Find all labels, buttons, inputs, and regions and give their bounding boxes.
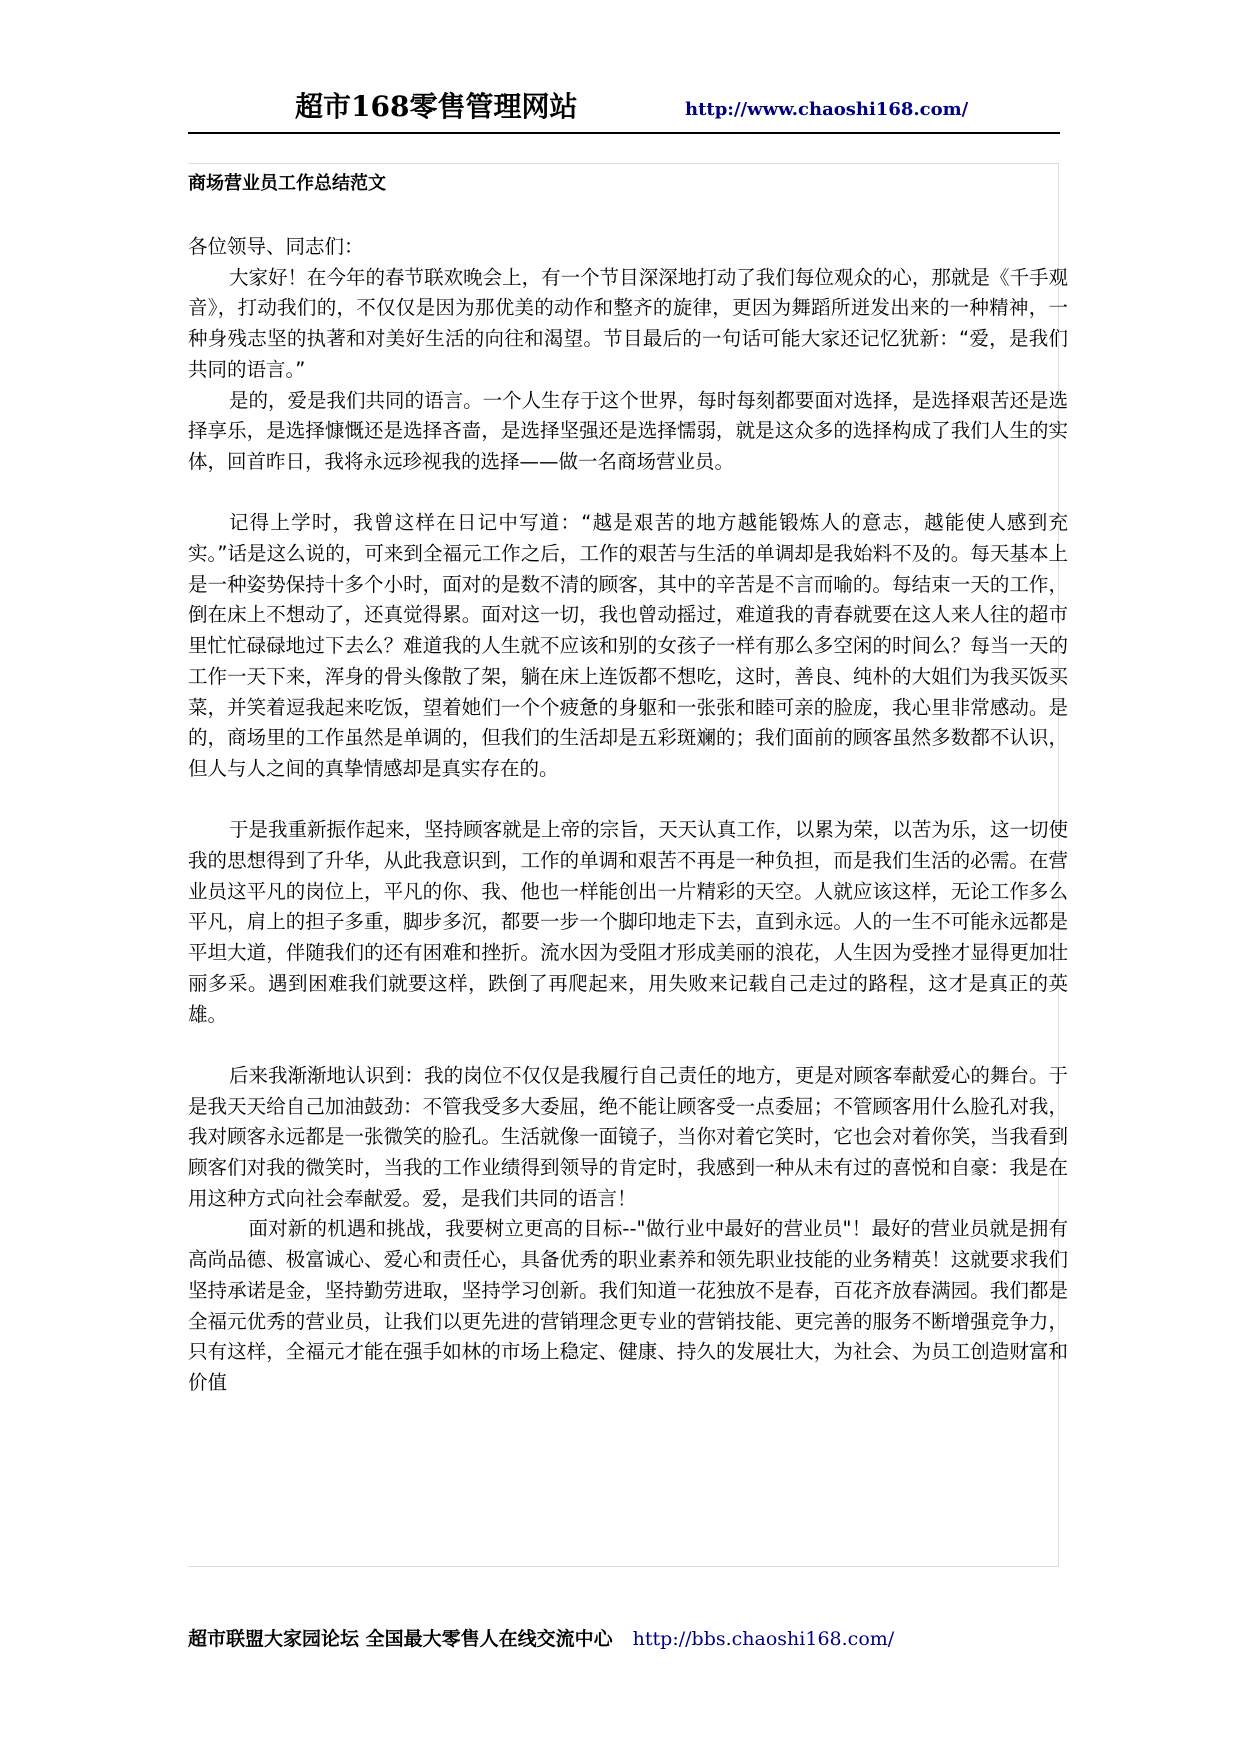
paragraph-6: 面对新的机遇和挑战，我要树立更高的目标--"做行业中最好的营业员"！最好的营业员就是拥有高尚品德、极富诚心、爱心和责任心，具备优秀的职业素养和领先职业技能的业务精英！这就要求我们坚持承诺是金，坚持勤劳进取，坚持学习创新。我们知道一花独放不是春，百花齐放春满园。我们都是全福元优秀的营业员，让我们以更先进的营销理念更专业的营销技能、更完善的服务不断增强竞争力，只有这样，全福元才能在强手如林的市场上稳定、健康、持久的发展壮大，为社会、为员工创造财富和价值 xyxy=(188,1217,1068,1394)
page-footer xyxy=(188,1626,894,1652)
document-body xyxy=(188,232,1068,1399)
paragraph-2: 是的，爱是我们共同的语言。一个人生存于这个世界，每时每刻都要面对选择，是选择艰苦还是选择享乐，是选择慷慨还是选择吝啬，是选择坚强还是选择懦弱，就是这众多的选择构成了我们人生的实体，回首昨日，我将永远珍视我的选择——做一名商场营业员。 xyxy=(188,388,1068,473)
paragraph-spacer xyxy=(188,785,1068,816)
paragraph-spacer xyxy=(188,1030,1068,1061)
document-title: 商场营业员工作总结范文 xyxy=(188,173,386,194)
site-title: 超市168零售管理网站 xyxy=(295,90,578,123)
paragraph-5: 后来我渐渐地认识到：我的岗位不仅仅是我履行自己责任的地方，更是对顾客奉献爱心的舞台。于是我天天给自己加油鼓劲：不管我受多大委屈，绝不能让顾客受一点委屈；不管顾客用什么脸孔对我，我对顾客永远都是一张微笑的脸孔。生活就像一面镜子，当你对着它笑时，它也会对着你笑，当我看到顾客们对我的微笑时，当我的工作业绩得到领导的肯定时，我感到一种从未有过的喜悦和自豪：我是在用这种方式向社会奉献爱。爱，是我们共同的语言！ xyxy=(188,1063,1068,1210)
paragraph-4: 于是我重新振作起来，坚持顾客就是上帝的宗旨，天天认真工作，以累为荣，以苦为乐，这一切使我的思想得到了升华，从此我意识到，工作的单调和艰苦不再是一种负担，而是我们生活的必需。在营业员这平凡的岗位上，平凡的你、我、他也一样能创出一片精彩的天空。人就应该这样，无论工作多么平凡，肩上的担子多重，脚步多沉，都要一步一个脚印地走下去，直到永远。人的一生不可能永远都是平坦大道，伴随我们的还有困难和挫折。流水因为受阻才形成美丽的浪花，人生因为受挫才显得更加壮丽多采。遇到困难我们就要这样，跌倒了再爬起来，用失败来记载自己走过的路程，这才是真正的英雄。 xyxy=(188,818,1068,1026)
paragraph-1: 大家好！在今年的春节联欢晚会上，有一个节目深深地打动了我们每位观众的心，那就是《千手观音》，打动我们的，不仅仅是因为那优美的动作和整齐的旋律，更因为舞蹈所迸发出来的一种精神，一种身残志坚的执著和对美好生活的向往和渴望。节目最后的一句话可能大家还记忆犹新：“爱，是我们共同的语言。” xyxy=(188,265,1068,381)
paragraph-spacer xyxy=(188,478,1068,509)
paragraph-3: 记得上学时，我曾这样在日记中写道：“越是艰苦的地方越能锻炼人的意志，越能使人感到充实。”话是这么说的，可来到全福元工作之后，工作的艰苦与生活的单调却是我始料不及的。每天基本上是一种姿势保持十多个小时，面对的是数不清的顾客，其中的辛苦是不言而喻的。每结束一天的工作，倒在床上不想动了，还真觉得累。面对这一切，我也曾动摇过，难道我的青春就要在这人来人往的超市里忙忙碌碌地过下去么？难道我的人生就不应该和别的女孩子一样有那么多空闲的时间么？每当一天的工作一天下来，浑身的骨头像散了架，躺在床上连饭都不想吃，这时，善良、纯朴的大姐们为我买饭买菜，并笑着逗我起来吃饭，望着她们一个个疲惫的身躯和一张张和睦可亲的脸庞，我心里非常感动。是的，商场里的工作虽然是单调的，但我们的生活却是五彩斑斓的；我们面前的顾客虽然多数都不认识，但人与人之间的真挚情感却是真实存在的。 xyxy=(188,511,1068,780)
salutation: 各位领导、同志们： xyxy=(188,235,364,258)
footer-forum-link[interactable]: http://bbs.chaoshi168.com/ xyxy=(632,1628,895,1650)
page-header xyxy=(188,88,1060,134)
site-url-link[interactable]: http://www.chaoshi168.com/ xyxy=(685,99,969,120)
footer-forum-text: 超市联盟大家园论坛 全国最大零售人在线交流中心 xyxy=(188,1628,613,1650)
